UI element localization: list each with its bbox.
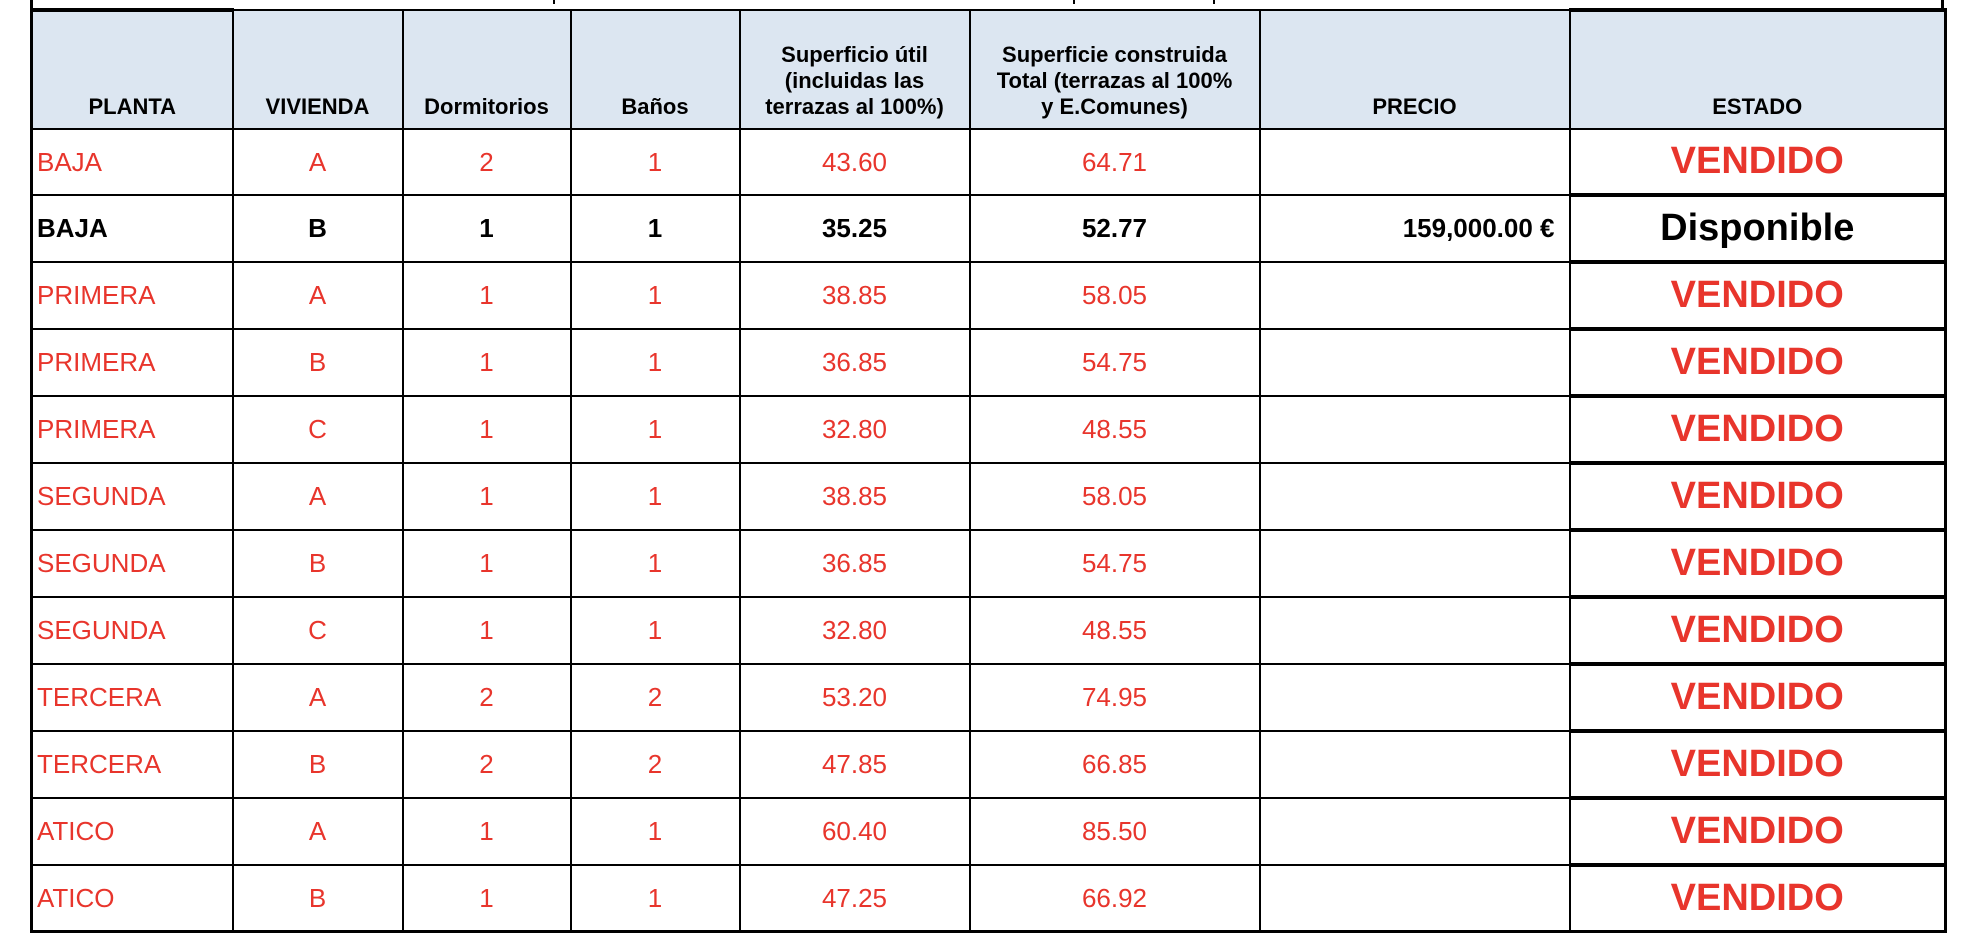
cell-superficie-construida: 64.71: [970, 129, 1260, 195]
cell-estado: VENDIDO: [1570, 731, 1946, 798]
table-row: [32, 195, 1946, 262]
table-row: [32, 530, 1946, 597]
table-row: [32, 597, 1946, 664]
cell-dormitorios: 1: [403, 329, 571, 396]
cell-precio: [1260, 396, 1570, 463]
cell-superficie-construida: 48.55: [970, 597, 1260, 664]
cell-dormitorios: 2: [403, 731, 571, 798]
cell-dormitorios: 1: [403, 262, 571, 329]
cell-superficie-util: 47.25: [740, 865, 970, 932]
cell-banos: 2: [571, 731, 740, 798]
cell-vivienda: A: [233, 463, 403, 530]
header-planta: PLANTA: [32, 10, 233, 129]
cell-dormitorios: 1: [403, 463, 571, 530]
header-row: [32, 10, 1946, 129]
cell-superficie-construida: 58.05: [970, 463, 1260, 530]
cropped-text-fragment: [1213, 0, 1215, 4]
cell-vivienda: B: [233, 865, 403, 932]
cell-precio: [1260, 463, 1570, 530]
cell-dormitorios: 1: [403, 530, 571, 597]
cell-banos: 1: [571, 865, 740, 932]
cell-estado: VENDIDO: [1570, 530, 1946, 597]
header-precio: PRECIO: [1260, 10, 1570, 129]
cell-banos: 1: [571, 195, 740, 262]
cell-vivienda: B: [233, 731, 403, 798]
cell-vivienda: B: [233, 329, 403, 396]
table-row: [32, 262, 1946, 329]
cell-planta: SEGUNDA: [32, 463, 233, 530]
cell-superficie-util: 32.80: [740, 597, 970, 664]
cell-vivienda: B: [233, 530, 403, 597]
cell-superficie-util: 38.85: [740, 262, 970, 329]
header-superficie-construida-line3: y E.Comunes): [1041, 94, 1188, 119]
cell-banos: 1: [571, 597, 740, 664]
header-dormitorios: Dormitorios: [403, 10, 571, 129]
header-superficie-construida: [970, 10, 1260, 129]
header-superficie-util-line1: Superficio útil: [781, 42, 928, 67]
cell-banos: 2: [571, 664, 740, 731]
cell-planta: BAJA: [32, 129, 233, 195]
cell-precio: [1260, 798, 1570, 865]
cell-dormitorios: 1: [403, 798, 571, 865]
cell-precio: [1260, 329, 1570, 396]
cell-estado: VENDIDO: [1570, 129, 1946, 195]
cell-precio: [1260, 129, 1570, 195]
header-vivienda: VIVIENDA: [233, 10, 403, 129]
cell-banos: 1: [571, 798, 740, 865]
cell-banos: 1: [571, 129, 740, 195]
cell-precio: [1260, 262, 1570, 329]
cell-superficie-construida: 54.75: [970, 329, 1260, 396]
cell-planta: TERCERA: [32, 731, 233, 798]
cell-estado: VENDIDO: [1570, 664, 1946, 731]
cell-dormitorios: 1: [403, 396, 571, 463]
table-row: [32, 129, 1946, 195]
header-banos: Baños: [571, 10, 740, 129]
cell-estado: VENDIDO: [1570, 396, 1946, 463]
cell-planta: TERCERA: [32, 664, 233, 731]
cell-vivienda: A: [233, 798, 403, 865]
cell-planta: ATICO: [32, 865, 233, 932]
units-table: [30, 8, 1947, 933]
table-row: [32, 865, 1946, 932]
cell-superficie-construida: 54.75: [970, 530, 1260, 597]
cell-precio: 159,000.00 €: [1260, 195, 1570, 262]
cell-banos: 1: [571, 329, 740, 396]
cell-planta: PRIMERA: [32, 329, 233, 396]
cell-superficie-construida: 52.77: [970, 195, 1260, 262]
cell-estado: VENDIDO: [1570, 463, 1946, 530]
cell-estado: VENDIDO: [1570, 865, 1946, 932]
cropped-text-fragment: [1073, 0, 1075, 4]
cell-superficie-construida: 85.50: [970, 798, 1260, 865]
table-body: [32, 129, 1946, 932]
header-superficie-util: [740, 10, 970, 129]
cell-superficie-util: 36.85: [740, 530, 970, 597]
header-superficie-util-line2: (incluidas las: [784, 68, 925, 93]
cell-banos: 1: [571, 463, 740, 530]
cell-banos: 1: [571, 396, 740, 463]
cell-estado: VENDIDO: [1570, 798, 1946, 865]
cell-superficie-util: 47.85: [740, 731, 970, 798]
table-row: [32, 396, 1946, 463]
cell-superficie-construida: 66.85: [970, 731, 1260, 798]
cell-vivienda: B: [233, 195, 403, 262]
table-row: [32, 463, 1946, 530]
cell-superficie-util: 53.20: [740, 664, 970, 731]
cell-banos: 1: [571, 530, 740, 597]
cell-superficie-construida: 66.92: [970, 865, 1260, 932]
cell-vivienda: A: [233, 664, 403, 731]
header-superficie-construida-line1: Superficie construida: [1002, 42, 1227, 67]
cell-superficie-util: 43.60: [740, 129, 970, 195]
cell-superficie-util: 35.25: [740, 195, 970, 262]
cell-dormitorios: 2: [403, 664, 571, 731]
cell-precio: [1260, 865, 1570, 932]
cell-superficie-util: 36.85: [740, 329, 970, 396]
cell-dormitorios: 1: [403, 195, 571, 262]
table-row: [32, 329, 1946, 396]
cell-vivienda: C: [233, 396, 403, 463]
table-row: [32, 798, 1946, 865]
cell-banos: 1: [571, 262, 740, 329]
cell-dormitorios: 1: [403, 865, 571, 932]
cell-estado: VENDIDO: [1570, 262, 1946, 329]
cell-vivienda: A: [233, 129, 403, 195]
table-header: [32, 10, 1946, 129]
cell-planta: BAJA: [32, 195, 233, 262]
cell-vivienda: A: [233, 262, 403, 329]
cell-precio: [1260, 664, 1570, 731]
table-row: [32, 664, 1946, 731]
cropped-text-fragment: [553, 0, 555, 4]
cell-superficie-construida: 74.95: [970, 664, 1260, 731]
cell-precio: [1260, 731, 1570, 798]
cell-dormitorios: 1: [403, 597, 571, 664]
table-row: [32, 731, 1946, 798]
cell-planta: SEGUNDA: [32, 597, 233, 664]
cell-superficie-util: 60.40: [740, 798, 970, 865]
cell-planta: PRIMERA: [32, 396, 233, 463]
cell-dormitorios: 2: [403, 129, 571, 195]
cell-estado: VENDIDO: [1570, 597, 1946, 664]
cell-superficie-construida: 48.55: [970, 396, 1260, 463]
cell-superficie-util: 38.85: [740, 463, 970, 530]
cell-planta: ATICO: [32, 798, 233, 865]
cell-planta: SEGUNDA: [32, 530, 233, 597]
header-superficie-construida-line2: Total (terrazas al 100%: [996, 68, 1233, 93]
cell-superficie-construida: 58.05: [970, 262, 1260, 329]
cell-estado: VENDIDO: [1570, 329, 1946, 396]
header-superficie-util-line3: terrazas al 100%): [765, 94, 944, 119]
header-estado: ESTADO: [1570, 10, 1946, 129]
cell-planta: PRIMERA: [32, 262, 233, 329]
cell-precio: [1260, 530, 1570, 597]
cell-estado: Disponible: [1570, 195, 1946, 262]
cell-vivienda: C: [233, 597, 403, 664]
cell-superficie-util: 32.80: [740, 396, 970, 463]
cell-precio: [1260, 597, 1570, 664]
